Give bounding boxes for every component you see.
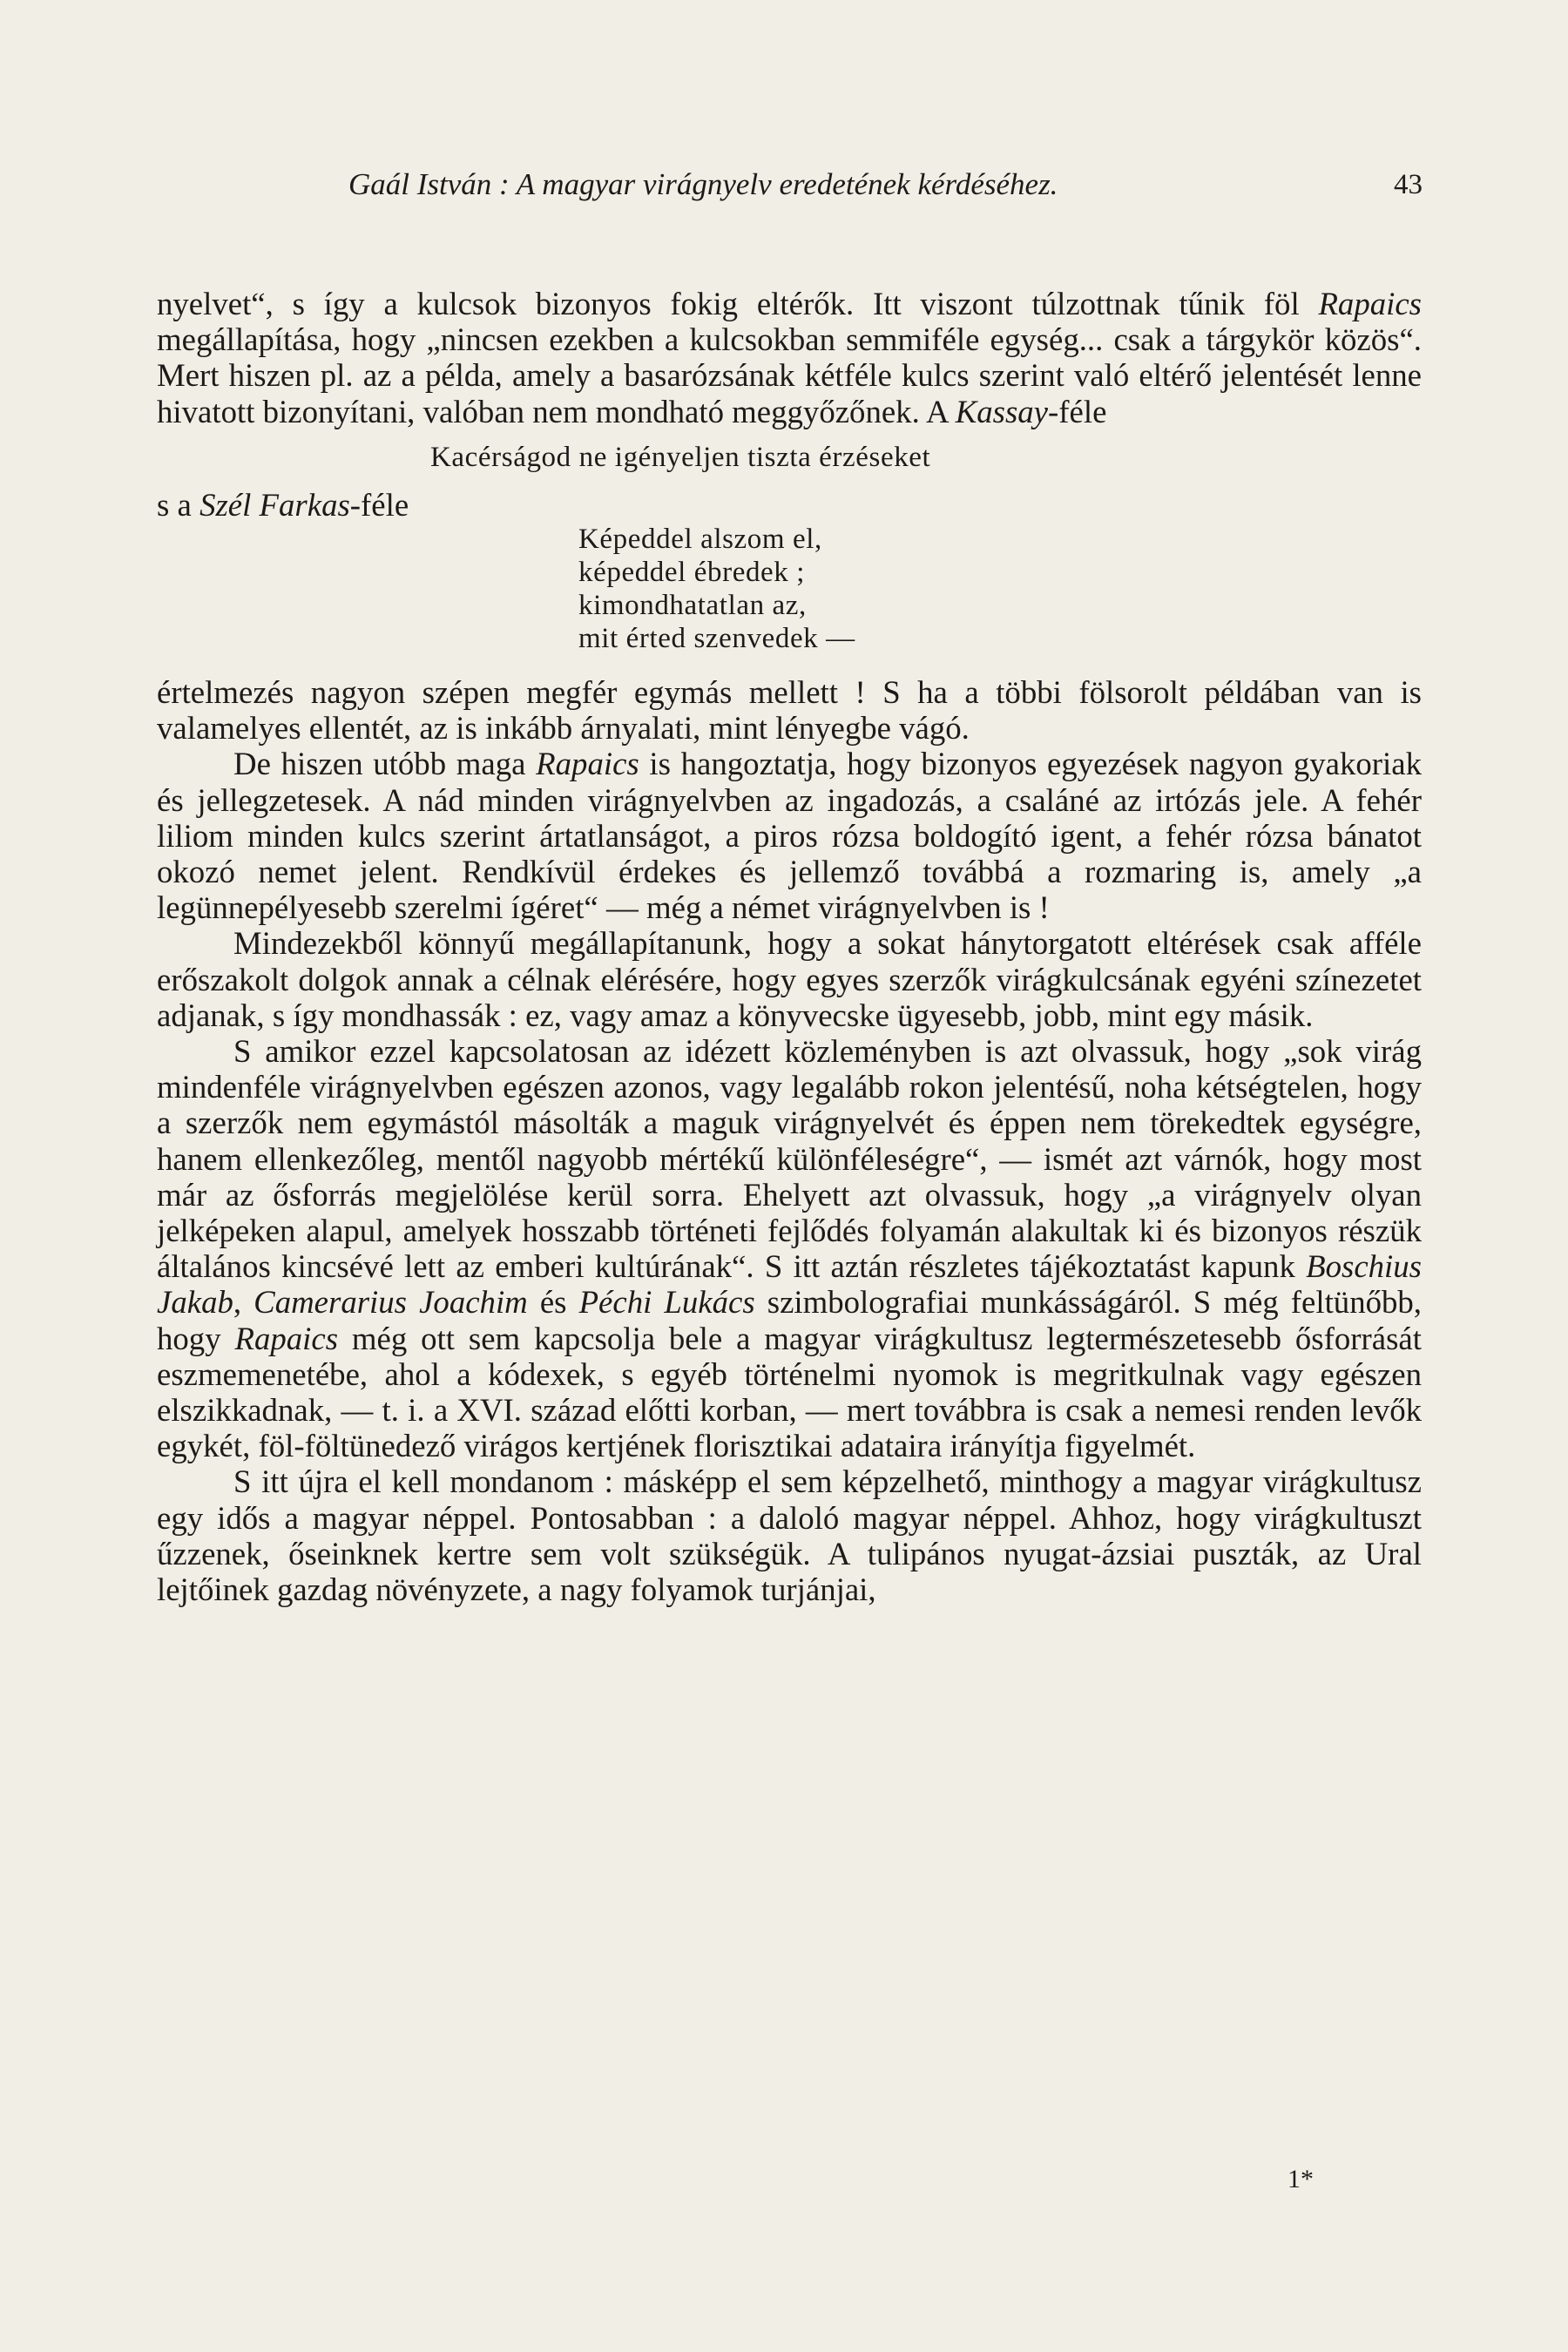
running-header <box>348 164 1422 206</box>
author-name: Camerarius Joachim <box>253 1284 528 1321</box>
verse-quote-2 <box>157 523 1422 655</box>
verse-line: kimondhatatlan az, <box>578 590 807 622</box>
paragraph-3: értelmezés nagyon szépen megfér egymás mellett ! S ha a többi fölsorolt példában van is valamelyes ellentét, az is inkább árnyalati, mint lényegbe vágó. <box>157 674 1422 747</box>
author-name: Rapaics <box>536 746 639 782</box>
verse-line: képeddel ébredek ; <box>578 557 806 589</box>
author-name: Kassay <box>955 393 1049 429</box>
printer-signature-mark: 1* <box>1288 2165 1314 2193</box>
verse-line: Képeddel alszom el, <box>578 524 822 556</box>
paragraph-7: S itt újra el kell mondanom : másképp el sem képzelhető, minthogy a magyar virágkultusz egy idős a magyar néppel. Pontosabban : a daloló magyar néppel. Ahhoz, hogy virágkultuszt űzzenek, őseinknek kertre sem volt szükségük. A tulipános nyugat-ázsiai puszták, az Ural lejtőinek gazdag növényzete, a nagy folyamok turjánjai, <box>157 1463 1422 1608</box>
author-name: Péchi Lukács <box>578 1284 755 1321</box>
paragraph-6: S amikor ezzel kapcsolatosan az idézett közleményben is azt olvassuk, hogy „sok virág mindenféle virágnyelvben egészen azonos, vagy legalább rokon jelentésű, noha kétségtelen, hogy a szerzők nem egymástól másolták a maguk virágnyelvét és éppen nem törekedtek egységre, hanem ellenkezőleg, mentől nagyobb mértékű különféleségre“, — ismét azt várnók, hogy most már az ősforrás megjelölése kerül sorra. Ehelyett azt olvassuk, hogy „a virágnyelv olyan jelképeken alapul, amelyek hosszabb történeti fejlődés folyamán alakultak ki és bizonyos részük általános kincsévé lett az emberi kultúrának“. S itt aztán részletes tájékoztatást kapunk Boschius Jakab, Camerarius Joachim és Péchi Lukács szimbolografiai munkásságáról. S még feltünőbb, hogy Rapaics még ott sem kapcsolja bele a magyar virágkultusz legtermészetesebb ősforrását eszmemenetébe, ahol a kódexek, s egyéb történelmi nyomok is megritkulnak vagy egészen elszikkadnak, — t. i. a XVI. század előtti korban, — mert továbbra is csak a nemesi renden levők egykét, föl-föltünedező virágos kertjének florisztikai adataira irányítja figyelmét. <box>157 1033 1422 1464</box>
paragraph-2: s a Szél Farkas-féle <box>157 486 409 523</box>
author-name: Rapaics <box>234 1320 339 1356</box>
author-name: Boschius Jakab <box>157 1248 1422 1321</box>
page-number: 43 <box>1394 169 1423 200</box>
paragraph-1: nyelvet“, s így a kulcsok bizonyos fokig eltérők. Itt viszont túlzottnak tűnik föl Rapaics megállapítása, hogy „nincsen ezekben a kulcsokban semmiféle egység... csak a tárgykör közös“. Mert hiszen pl. az a példa, amely a basarózsának kétféle kulcs szerint való eltérő jelentését lenne hivatott bizonyítani, valóban nem mondható meggyőzőnek. A Kassay-féle <box>157 286 1422 429</box>
paragraph-4: De hiszen utóbb maga Rapaics is hangoztatja, hogy bizonyos egyezések nagyon gyakoriak és jellegzetesek. A nád minden virágnyelvben az ingadozás, a csaláné az irtózás jele. A fehér liliom minden kulcs szerint ártatlanságot, a piros rózsa boldogító igent, a fehér rózsa bánatot okozó nemet jelent. Rendkívül érdekes és jellemző továbbá a rozmaring is, amely „a legünnepélyesebb szerelmi ígéret“ — még a német virágnyelvben is ! <box>157 746 1422 926</box>
verse-quote-1: Kacérságod ne igényeljen tiszta érzéseket <box>430 441 931 473</box>
running-title: Gaál István : A magyar virágnyelv eredetének kérdéséhez. <box>348 167 1058 201</box>
verse-line: mit érted szenvedek — <box>578 623 855 655</box>
paragraph-5: Mindezekből könnyű megállapítanunk, hogy a sokat hánytorgatott eltérések csak afféle erőszakolt dolgok annak a célnak elérésére, hogy egyes szerzők virágkulcsának egyéni színezetet adjanak, s így mondhassák : ez, vagy amaz a könyvecske ügyesebb, jobb, mint egy másik. <box>157 925 1422 1033</box>
author-name: Rapaics <box>1318 286 1422 321</box>
body-text <box>157 286 1422 1607</box>
author-name: Szél Farkas <box>199 486 350 523</box>
